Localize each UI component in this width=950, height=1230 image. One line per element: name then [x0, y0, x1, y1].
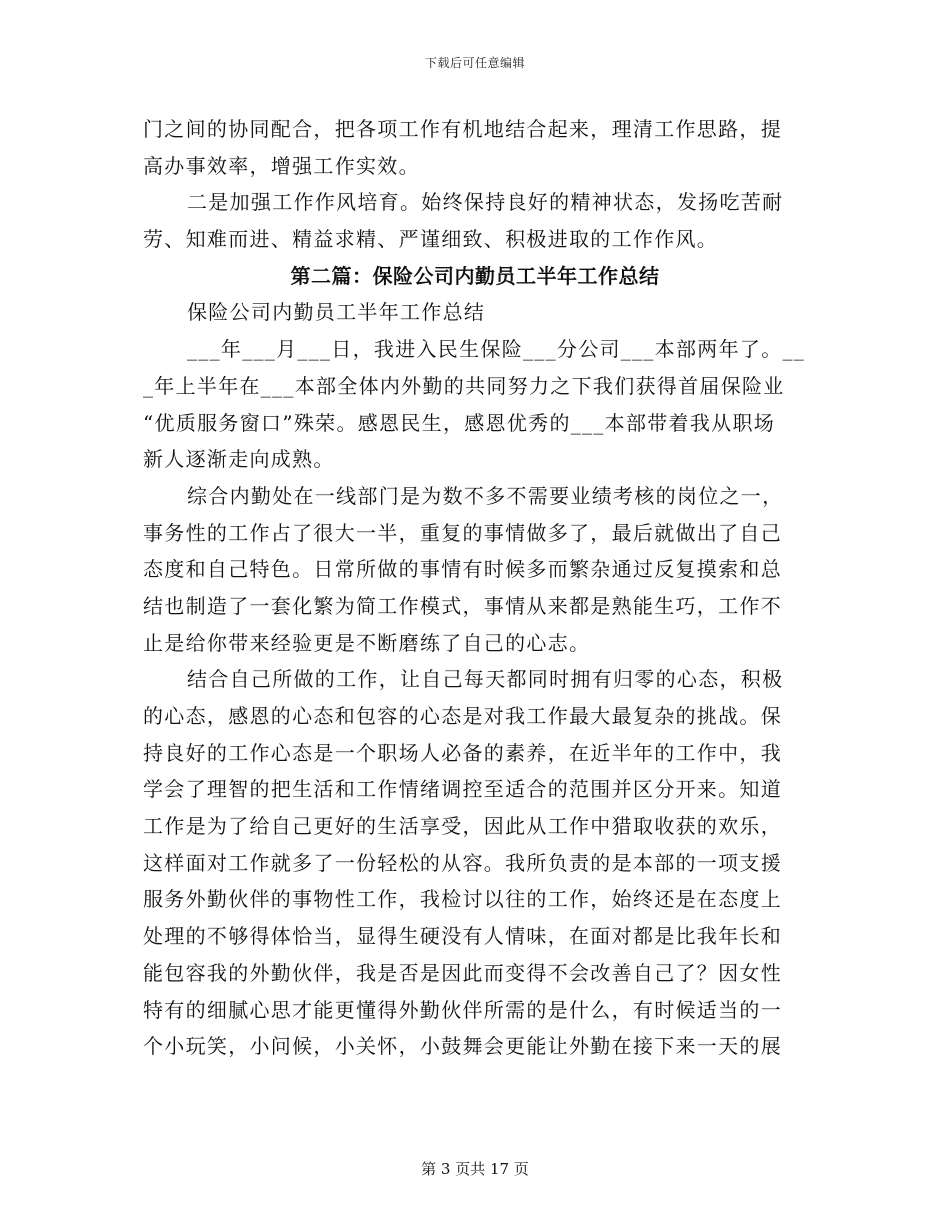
text-line: 门之间的协同配合，把各项工作有机地结合起来，理清工作思路，提 — [143, 117, 782, 141]
document-title: 保险公司内勤员工半年工作总结 — [187, 300, 486, 325]
paragraph-start: 综合内勤处在一线部门是为数不多不需要业绩考核的岗位之一， — [187, 483, 784, 508]
text-line: 事务性的工作占了很大一半，重复的事情做多了，最后就做出了自己 — [143, 520, 782, 545]
text-line: 止是给你带来经验更是不断磨练了自己的心志。 — [143, 630, 591, 655]
text-line: 持良好的工作心态是一个职场人必备的素养，在近半年的工作中，我 — [143, 740, 782, 765]
text-line: 工作是为了给自己更好的生活享受，因此从工作中猎取收获的欢乐， — [143, 814, 782, 839]
text-line: 的心态，感恩的心态和包容的心态是对我工作最大最复杂的挑战。保 — [143, 704, 782, 728]
section-heading: 第二篇：保险公司内勤员工半年工作总结 — [290, 263, 660, 288]
page-header: 下载后可任意编辑 — [424, 56, 525, 70]
text-line: 特有的细腻心思才能更懂得外勤伙伴所需的是什么，有时候适当的一 — [143, 997, 782, 1022]
text-line: 能包容我的外勤伙伴，我是否是因此而变得不会改善自己了？因女性 — [143, 960, 782, 985]
text-line: 处理的不够得体恰当，显得生硬没有人情味，在面对都是比我年长和 — [143, 924, 782, 949]
text-line: 个小玩笑，小问候，小关怀，小鼓舞会更能让外勤在接下来一天的展 — [143, 1034, 782, 1059]
text-line: 服务外勤伙伴的事物性工作，我检讨以往的工作，始终还是在态度上 — [143, 887, 782, 912]
paragraph-start: 二是加强工作作风培育。始终保持良好的精神状态，发扬吃苦耐 — [187, 190, 784, 215]
document-body — [143, 111, 807, 1065]
text-line: 劳、知难而进、精益求精、严谨细致、积极进取的工作作风。 — [143, 227, 719, 252]
paragraph-start: 结合自己所做的工作，让自己每天都同时拥有归零的心态，积极 — [187, 667, 784, 692]
text-line: 高办事效率，增强工作实效。 — [143, 153, 420, 178]
page-footer: 第 3 页共 17 页 — [421, 1160, 529, 1178]
text-line: 学会了理智的把生活和工作情绪调控至适合的范围并区分开来。知道 — [143, 777, 782, 802]
text-line: _年上半年在___本部全体内外勤的共同努力之下我们获得首届保险业 — [143, 373, 785, 398]
text-line: “优质服务窗口”殊荣。感恩民生，感恩优秀的___本部带着我从职场 — [143, 410, 776, 435]
text-line: 这样面对工作就多了一份轻松的从容。我所负责的是本部的一项支援 — [143, 850, 782, 875]
paragraph-start: ___年___月___日，我进入民生保险___分公司___本部两年了。__ — [187, 337, 806, 362]
text-line: 新人逐渐走向成熟。 — [143, 447, 335, 472]
text-line: 态度和自己特色。日常所做的事情有时候多而繁杂通过反复摸索和总 — [143, 557, 782, 582]
text-line: 结也制造了一套化繁为简工作模式，事情从来都是熟能生巧，工作不 — [143, 593, 782, 618]
